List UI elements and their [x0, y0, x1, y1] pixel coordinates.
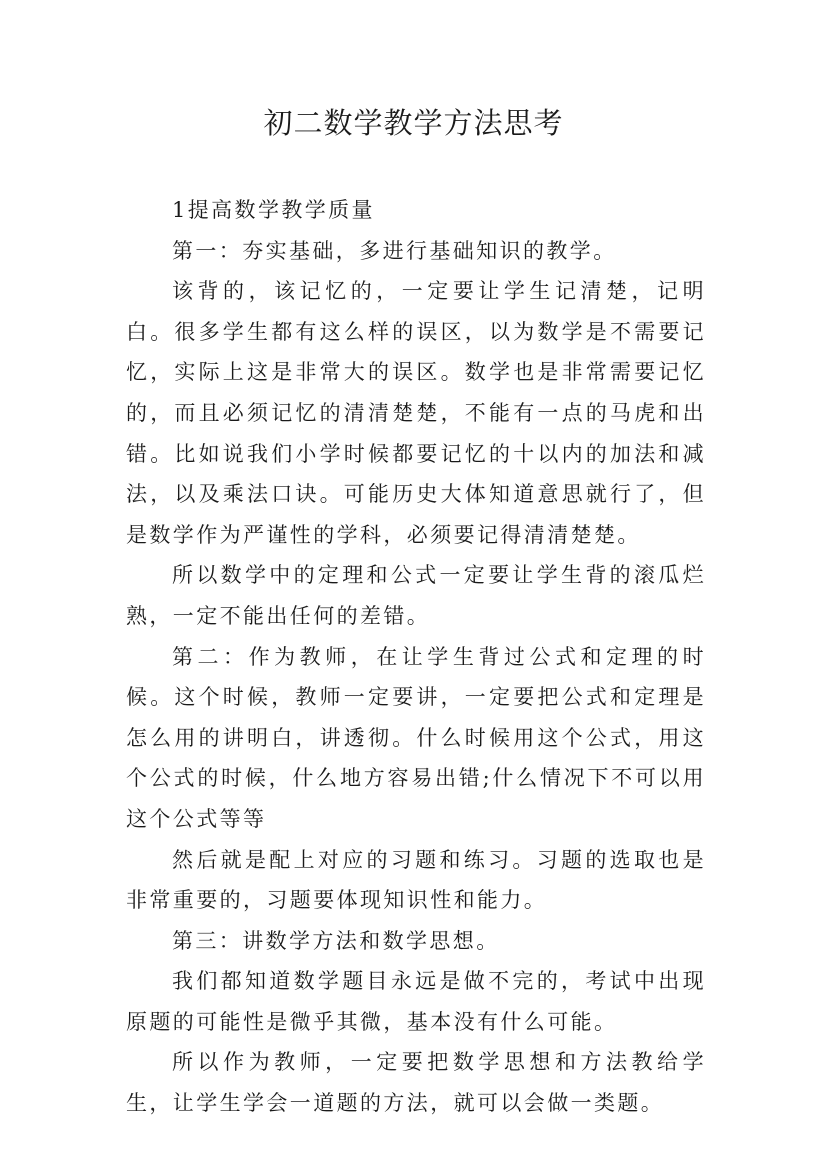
paragraph: 然后就是配上对应的习题和练习。习题的选取也是非常重要的，习题要体现知识性和能力。 — [126, 847, 706, 913]
paragraph: 第一：夯实基础，多进行基础知识的教学。 — [172, 238, 617, 263]
paragraph: 所以作为教师，一定要把数学思想和方法教给学生，让学生学会一道题的方法，就可以会做一类题。 — [126, 1050, 706, 1116]
document-title: 初二数学教学方法思考 — [263, 106, 564, 140]
document-body — [126, 190, 706, 1124]
paragraph: 所以数学中的定理和公式一定要让学生背的滚瓜烂熟，一定不能出任何的差错。 — [126, 563, 706, 628]
paragraph: 第三：讲数学方法和数学思想。 — [172, 928, 500, 953]
section-heading: 1提高数学教学质量 — [172, 198, 375, 222]
paragraph: 第二：作为教师，在让学生背过公式和定理的时候。这个时候，教师一定要讲，一定要把公式和定理是怎么用的讲明白，讲透彻。什么时候用这个公式，用这个公式的时候，什么地方容易出错;什么情况下不可以用这个公式等等 — [126, 644, 706, 831]
paragraph: 该背的，该记忆的，一定要让学生记清楚，记明白。很多学生都有这么样的误区，以为数学是不需要记忆，实际上这是非常大的误区。数学也是非常需要记忆的，而且必须记忆的清清楚楚，不能有一点的马虎和出错。比如说我们小学时候都要记忆的十以内的加法和减法，以及乘法口诀。可能历史大体知道意思就行了，但是数学作为严谨性的学科，必须要记得清清楚楚。 — [126, 279, 706, 547]
paragraph: 我们都知道数学题目永远是做不完的，考试中出现原题的可能性是微乎其微，基本没有什么可能。 — [126, 969, 706, 1034]
